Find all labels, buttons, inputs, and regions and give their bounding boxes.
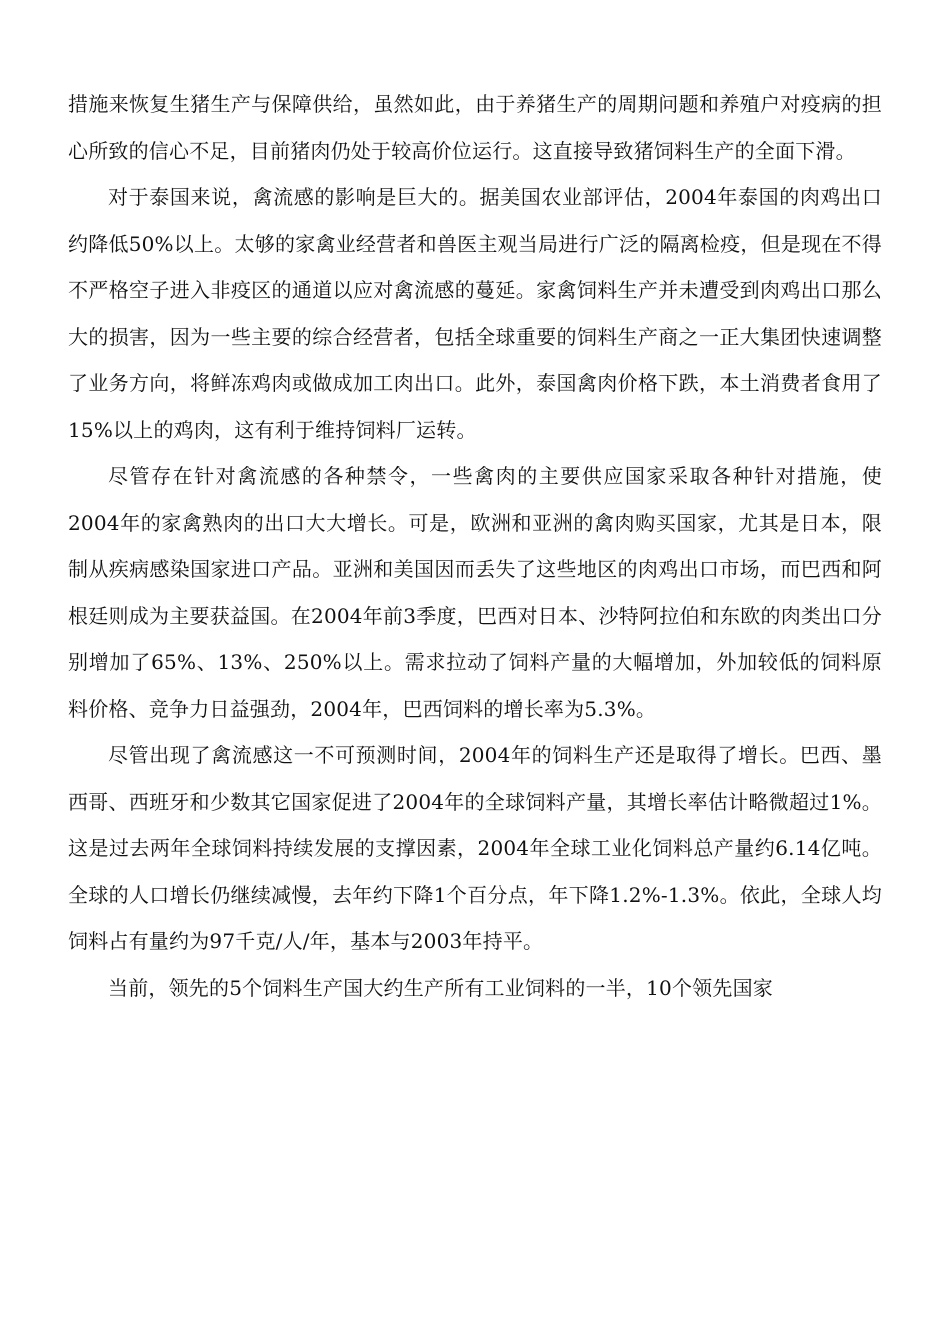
paragraph-poultry-exports: 尽管存在针对禽流感的各种禁令，一些禽肉的主要供应国家采取各种针对措施，使2004年的家禽熟肉的出口大大增长。可是，欧洲和亚洲的禽肉购买国家，尤其是日本，限制从疾病感染国家进口产品。亚洲和美国因而丢失了这些地区的肉鸡出口市场，而巴西和阿根廷则成为主要获益国。在2004年前3季度，巴西对日本、沙特阿拉伯和东欧的肉类出口分别增加了65%、13%、250%以上。需求拉动了饲料产量的大幅增加，外加较低的饲料原料价格、竞争力日益强劲，2004年，巴西饲料的增长率为5.3%。 xyxy=(68,464,882,721)
paragraph-thailand: 对于泰国来说，禽流感的影响是巨大的。据美国农业部评估，2004年泰国的肉鸡出口约降低50%以上。太够的家禽业经营者和兽医主观当局进行广泛的隔离检疫，但是现在不得不严格空子进入非疫区的通道以应对禽流感的蔓延。家禽饲料生产并未遭受到肉鸡出口那么大的损害，因为一些主要的综合经营者，包括全球重要的饲料生产商之一正大集团快速调整了业务方向，将鲜冻鸡肉或做成加工肉出口。此外，泰国禽肉价格下跌，本土消费者食用了15%以上的鸡肉，这有利于维持饲料厂运转。 xyxy=(68,185,882,442)
paragraph-pork-supply: 措施来恢复生猪生产与保障供给，虽然如此，由于养猪生产的周期问题和养殖户对疫病的担心所致的信心不足，目前猪肉仍处于较高价位运行。这直接导致猪饲料生产的全面下滑。 xyxy=(68,92,882,163)
document-page xyxy=(68,81,882,1011)
paragraph-leading-producers: 当前，领先的5个饲料生产国大约生产所有工业饲料的一半，10个领先国家 xyxy=(108,975,773,1000)
paragraph-global-feed-2004: 尽管出现了禽流感这一不可预测时间，2004年的饲料生产还是取得了增长。巴西、墨西哥、西班牙和少数其它国家促进了2004年的全球饲料产量，其增长率估计略微超过1%。这是过去两年全球饲料持续发展的支撑因素，2004年全球工业化饲料总产量约6.14亿吨。全球的人口增长仍继续减慢，去年约下降1个百分点，年下降1.2%-1.3%。依此，全球人均饲料占有量约为97千克/人/年，基本与2003年持平。 xyxy=(68,743,882,953)
